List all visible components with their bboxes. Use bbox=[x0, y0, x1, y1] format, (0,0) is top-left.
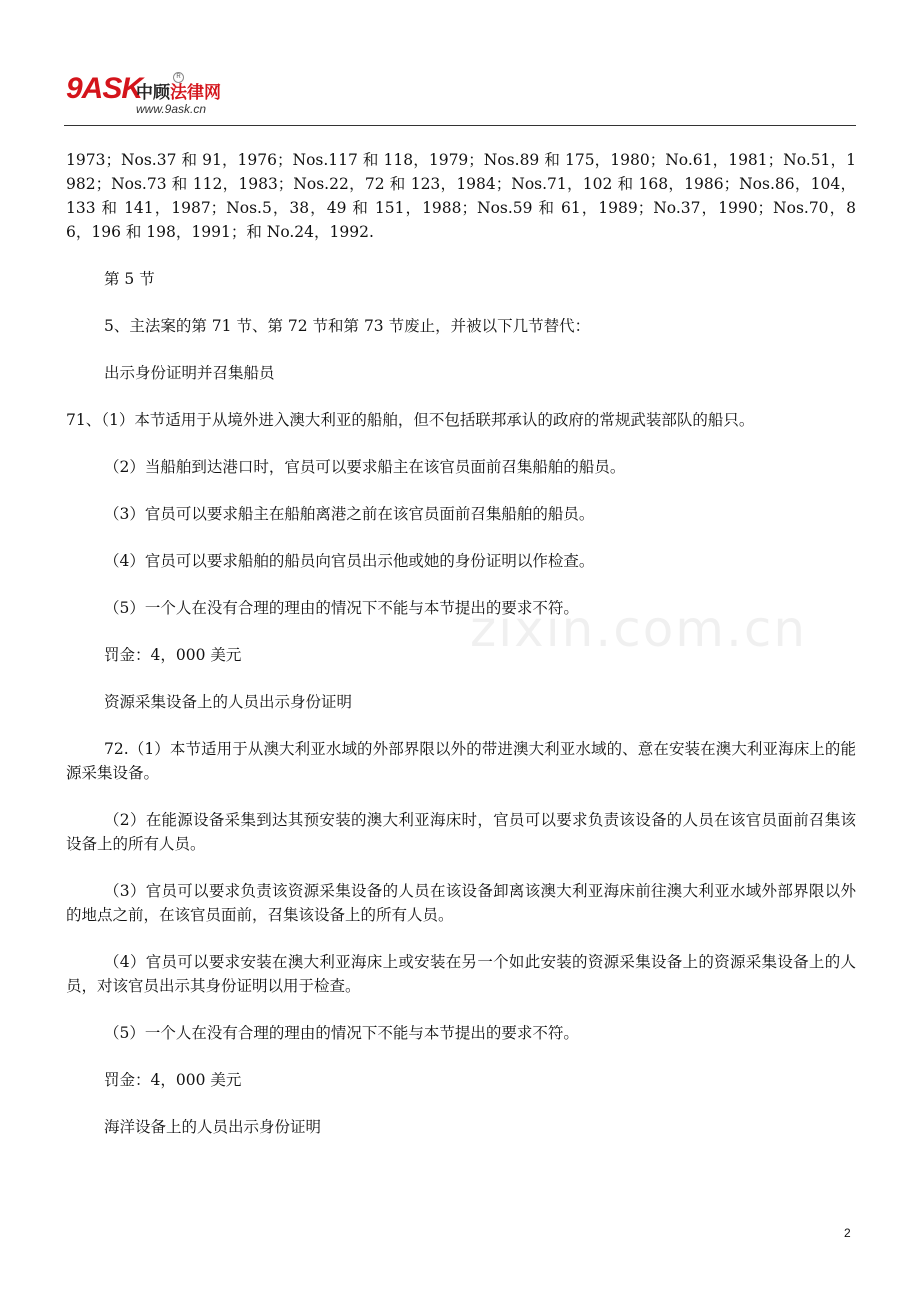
intro-paragraph: 1973；Nos.37 和 91，1976；Nos.117 和 118，1979；Nos.89 和 175，1980；No.61，1981；No.51，1982；Nos.73 和 112，1983；Nos.22，72 和 123，1984；Nos.71，102 和 168，1986；Nos.86，104，133 和 141，1987；Nos.5，38，49 和 151，1988；Nos.59 和 61，1989；No.37，1990；Nos.70，86，196 和 198，1991；和 No.24，1992. bbox=[66, 151, 856, 241]
logo-mark: 9ASK bbox=[66, 72, 143, 105]
paragraph-71-5: （5）一个人在没有合理的理由的情况下不能与本节提出的要求不符。 bbox=[104, 599, 579, 617]
header-divider bbox=[64, 125, 856, 126]
site-logo bbox=[66, 72, 266, 122]
logo-cn-part1: 中顾 bbox=[136, 83, 170, 103]
fine-71: 罚金：4，000 美元 bbox=[104, 646, 242, 664]
paragraph-71-1: 71、（1）本节适用于从境外进入澳大利亚的船舶，但不包括联邦承认的政府的常规武装部队的船只。 bbox=[66, 411, 755, 429]
registered-mark-icon: R bbox=[173, 72, 184, 83]
paragraph-72-4: （4）官员可以要求安装在澳大利亚海床上或安装在另一个如此安装的资源采集设备上的资源采集设备上的人员，对该官员出示其身份证明以用于检查。 bbox=[66, 953, 856, 995]
paragraph-72-3: （3）官员可以要求负责该资源采集设备的人员在该设备卸离该澳大利亚海床前往澳大利亚水域外部界限以外的地点之前，在该官员面前，召集该设备上的所有人员。 bbox=[66, 882, 856, 924]
watermark: zixin.com.cn bbox=[470, 600, 808, 658]
logo-url: www.9ask.cn bbox=[136, 102, 207, 116]
logo-cn-part2: 法律网 bbox=[170, 83, 221, 103]
heading-71: 出示身份证明并召集船员 bbox=[104, 364, 275, 382]
page-number: 2 bbox=[844, 1226, 851, 1240]
heading-73: 海洋设备上的人员出示身份证明 bbox=[104, 1118, 322, 1136]
paragraph-71-2: （2）当船舶到达港口时，官员可以要求船主在该官员面前召集船舶的船员。 bbox=[104, 458, 626, 476]
paragraph-71-4: （4）官员可以要求船舶的船员向官员出示他或她的身份证明以作检查。 bbox=[104, 552, 595, 570]
paragraph-71-3: （3）官员可以要求船主在船舶离港之前在该官员面前召集船舶的船员。 bbox=[104, 505, 595, 523]
paragraph-72-1: 72.（1）本节适用于从澳大利亚水域的外部界限以外的带进澳大利亚水域的、意在安装在澳大利亚海床上的能源采集设备。 bbox=[66, 740, 856, 782]
paragraph-72-5: （5）一个人在没有合理的理由的情况下不能与本节提出的要求不符。 bbox=[104, 1024, 579, 1042]
document-body bbox=[66, 148, 856, 1139]
fine-72: 罚金：4，000 美元 bbox=[104, 1071, 242, 1089]
heading-72: 资源采集设备上的人员出示身份证明 bbox=[104, 693, 353, 711]
section-5-text: 5、主法案的第 71 节、第 72 节和第 73 节废止，并被以下几节替代： bbox=[104, 317, 591, 335]
section-heading: 第 5 节 bbox=[104, 270, 155, 288]
paragraph-72-2: （2）在能源设备采集到达其预安装的澳大利亚海床时，官员可以要求负责该设备的人员在该官员面前召集该设备上的所有人员。 bbox=[66, 811, 856, 853]
